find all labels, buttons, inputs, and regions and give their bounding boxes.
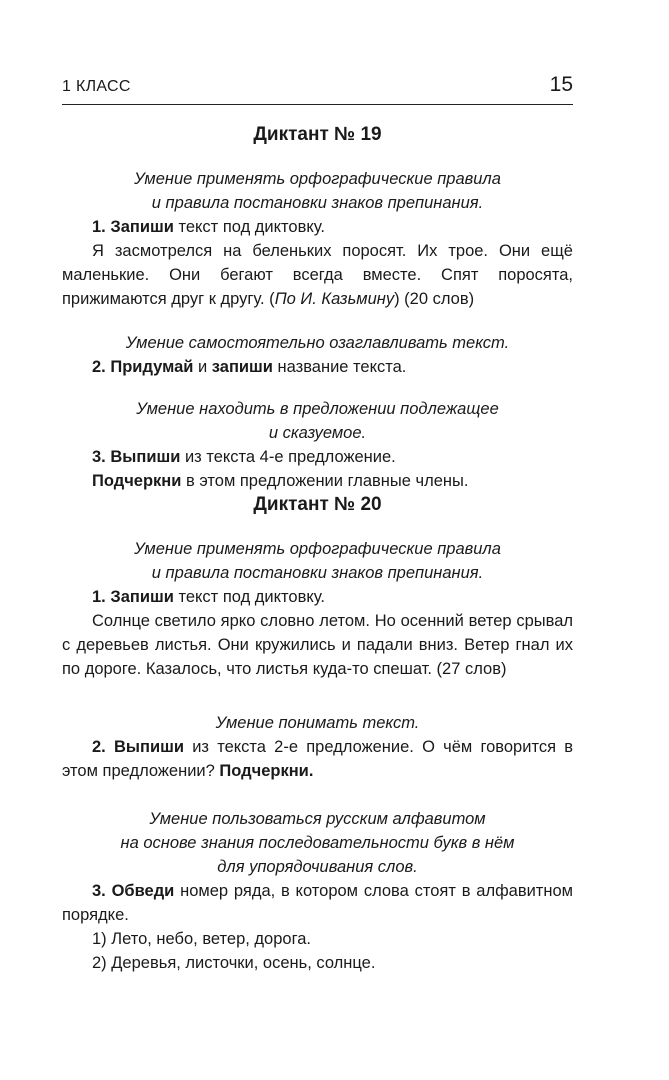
class-label: 1 КЛАСС [62,78,131,95]
option-1: 1) Лето, небо, ветер, дорога. [92,930,312,948]
task-2-text: название текста. [272,358,407,376]
task-1-verb: Запиши [110,588,174,606]
task-1-text: текст под диктовку. [173,588,325,606]
dictation-20 [62,493,573,975]
skill-alphabet-line3: для упорядочивания слов. [217,858,418,876]
page-header [62,72,573,105]
skill-spelling-line1: Умение применять орфографические правила [134,540,501,558]
skill-understanding: Умение понимать текст. [215,714,420,732]
task-2-number: 2. [92,738,106,756]
task-3b-text: в этом предложении главные члены. [181,472,469,490]
task-3-number: 3. [92,448,106,466]
skill-subject-line2: и сказуемое. [268,424,367,442]
dictation-word-count: ) (20 слов) [394,290,475,308]
dictation-20-title: Диктант № 20 [253,494,382,515]
task-3 [62,879,573,927]
dictation-19-title: Диктант № 19 [253,124,382,145]
skill-spelling-line1: Умение применять орфографические правила [134,170,501,188]
page-number: 15 [549,73,573,96]
task-3 [62,445,573,469]
dictation-19 [62,123,573,493]
skill-spelling-line2: и правила постановки знаков препинания. [151,194,484,212]
task-3-text: из текста 4-е предложение. [180,448,396,466]
task-2-verb-1: Придумай [110,358,194,376]
task-3-verb: Выпиши [110,448,181,466]
task-1-number: 1. [92,588,106,606]
task-1-verb: Запиши [110,218,174,236]
task-2 [62,735,573,783]
task-3-number: 3. [92,882,106,900]
task-3-continuation [62,469,573,493]
task-1-text: текст под диктовку. [173,218,325,236]
task-2-number: 2. [92,358,106,376]
task-3b-verb: Подчеркни [92,472,182,490]
task-1 [62,215,573,239]
skill-title: Умение самостоятельно озаглавливать текст. [125,334,510,352]
skill-subject-line1: Умение находить в предложении подлежащее [136,400,499,418]
dictation-author: По И. Казьмину [274,290,395,308]
task-2-and: и [193,358,212,376]
dictation-text-main: Я засмотрелся на беленьких поросят. Их трое. Они ещё маленькие. Они бегают всегда вместе. Спят поросята, прижимаются друг к другу. ( [62,242,573,308]
task-3-text: номер ряда, в котором слова стоят в алфавитном порядке. [62,882,573,924]
dictation-text: Солнце светило ярко словно летом. Но осенний ветер срывал с деревьев листья. Они кружились и падали вниз. Ветер гнал их по дороге. Казалось, что листья куда-то спешат. (27 слов) [62,612,573,678]
task-2-verb-2: Подчеркни. [219,762,314,780]
task-1-number: 1. [92,218,106,236]
option-2: 2) Деревья, листочки, осень, солнце. [92,954,376,972]
skill-alphabet-line2: на основе знания последовательности букв в нём [120,834,515,852]
task-2-verb-2: запиши [211,358,273,376]
task-1 [62,585,573,609]
task-2-text: из текста 2-е предложение. О чём говорится в этом предложении? [62,738,573,780]
task-2 [62,355,573,379]
skill-spelling-line2: и правила постановки знаков препинания. [151,564,484,582]
task-2-verb: Выпиши [113,738,184,756]
dictation-text [62,239,573,311]
skill-alphabet-line1: Умение пользоваться русским алфавитом [149,810,486,828]
task-3-verb: Обведи [111,882,175,900]
